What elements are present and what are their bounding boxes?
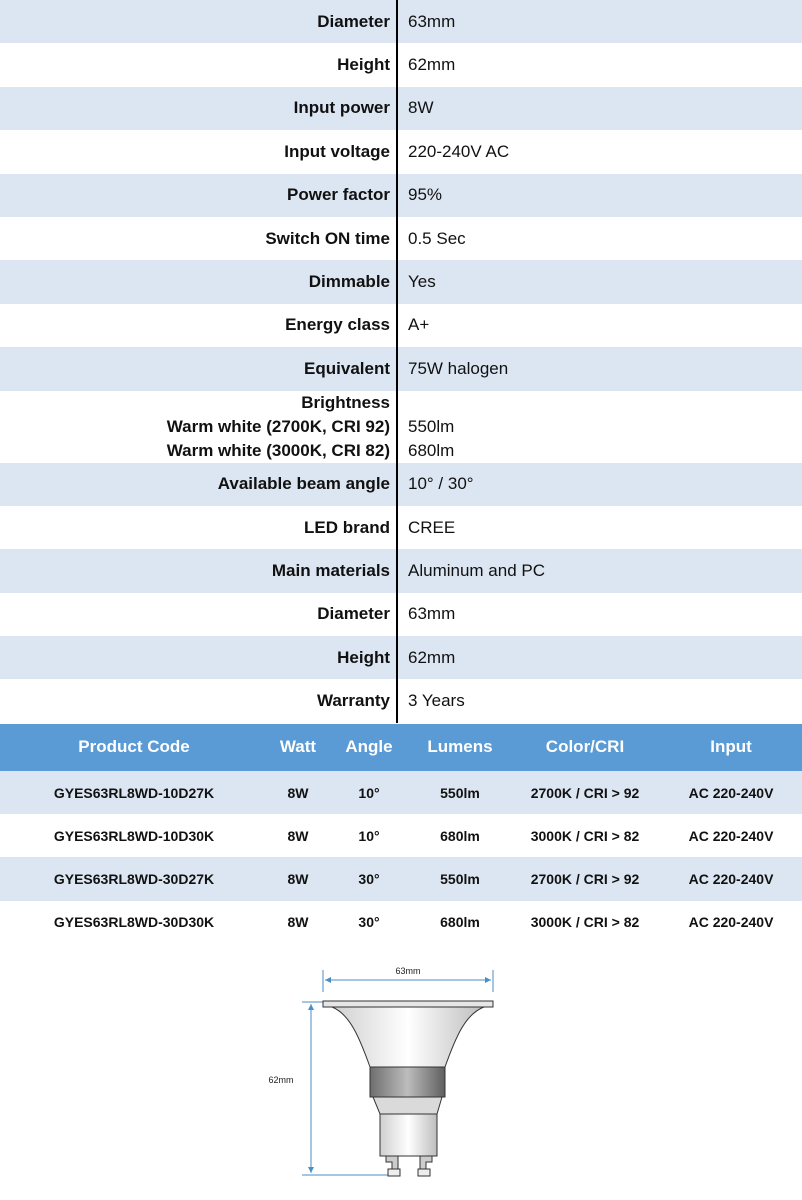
spec-row — [0, 87, 802, 130]
spec-value: 220-240V AC — [408, 141, 510, 161]
spec-row — [0, 260, 802, 303]
header-lumens: Lumens — [427, 737, 493, 757]
cell-angle: 10° — [358, 827, 380, 844]
header-product-code: Product Code — [78, 737, 190, 757]
table-row — [0, 857, 802, 900]
brightness-value: 550lm — [408, 416, 455, 436]
spec-row — [0, 636, 802, 679]
width-label: 63mm — [395, 966, 421, 977]
lamp-outline — [323, 1001, 493, 1176]
spec-row — [0, 217, 802, 260]
spec-label: Warranty — [0, 679, 398, 722]
brightness-values — [398, 391, 802, 463]
brightness-heading: Brightness — [301, 392, 390, 412]
cell-product-code: GYES63RL8WD-30D30K — [53, 914, 215, 931]
spec-label: Diameter — [0, 0, 398, 43]
product-table-header — [0, 724, 802, 771]
spec-label: Height — [0, 43, 398, 86]
spec-value: 75W halogen — [408, 358, 509, 378]
brightness-label: Warm white (3000K, CRI 82) — [166, 440, 390, 460]
cell-lumens: 680lm — [440, 914, 480, 931]
cell-input: AC 220-240V — [688, 784, 774, 801]
header-input: Input — [710, 737, 752, 757]
product-table — [0, 724, 802, 944]
spec-label: LED brand — [0, 506, 398, 549]
cell-input: AC 220-240V — [688, 871, 774, 888]
spec-row — [0, 347, 802, 390]
cell-lumens: 550lm — [440, 784, 480, 801]
spec-value: Aluminum and PC — [408, 560, 546, 580]
cell-lumens: 680lm — [440, 827, 480, 844]
cell-angle: 30° — [358, 914, 380, 931]
lamp-dimension-drawing — [0, 944, 802, 1184]
cell-input: AC 220-240V — [688, 827, 774, 844]
spec-row — [0, 174, 802, 217]
spec-value: 8W — [408, 98, 434, 118]
cell-watt: 8W — [287, 827, 309, 844]
spec-row — [0, 130, 802, 173]
cell-watt: 8W — [287, 871, 309, 888]
cell-product-code: GYES63RL8WD-10D27K — [53, 784, 215, 801]
header-watt: Watt — [279, 737, 317, 757]
spec-value: 63mm — [408, 11, 456, 31]
spec-row — [0, 506, 802, 549]
spec-value: 0.5 Sec — [408, 228, 466, 248]
spec-label: Switch ON time — [0, 217, 398, 260]
spec-value: 10° / 30° — [408, 474, 474, 494]
cell-product-code: GYES63RL8WD-10D30K — [53, 827, 215, 844]
cell-watt: 8W — [287, 914, 309, 931]
cell-product-code: GYES63RL8WD-30D27K — [53, 871, 215, 888]
table-row — [0, 901, 802, 944]
brightness-value: 680lm — [408, 440, 455, 460]
spec-row — [0, 593, 802, 636]
table-row — [0, 771, 802, 814]
spec-label: Input voltage — [0, 130, 398, 173]
spec-row — [0, 304, 802, 347]
spec-label: Height — [0, 636, 398, 679]
table-row — [0, 814, 802, 857]
cell-color-cri: 2700K / CRI > 92 — [530, 871, 640, 888]
spec-value: 3 Years — [408, 691, 465, 711]
cell-angle: 30° — [358, 871, 380, 888]
cell-input: AC 220-240V — [688, 914, 774, 931]
spec-label: Input power — [0, 87, 398, 130]
cell-lumens: 550lm — [440, 871, 480, 888]
cell-color-cri: 3000K / CRI > 82 — [530, 914, 640, 931]
spec-label: Equivalent — [0, 347, 398, 390]
cell-color-cri: 2700K / CRI > 92 — [530, 784, 640, 801]
spec-row — [0, 0, 802, 43]
spec-label: Power factor — [0, 174, 398, 217]
spec-value: 95% — [408, 185, 443, 205]
spec-value: A+ — [408, 315, 430, 335]
cell-angle: 10° — [358, 784, 380, 801]
spec-value: CREE — [408, 517, 456, 537]
spec-label: Available beam angle — [0, 463, 398, 506]
brightness-row — [0, 391, 802, 463]
header-color-cri: Color/CRI — [545, 737, 625, 757]
width-dimension — [323, 966, 493, 992]
brightness-labels — [0, 391, 398, 463]
spec-value: Yes — [408, 272, 436, 292]
spec-value: 63mm — [408, 604, 456, 624]
height-label: 62mm — [268, 1075, 294, 1086]
spec-value: 62mm — [408, 647, 456, 667]
spec-row — [0, 43, 802, 86]
spec-label: Energy class — [0, 304, 398, 347]
spec-row — [0, 549, 802, 592]
spec-label: Dimmable — [0, 260, 398, 303]
spec-value: 62mm — [408, 55, 456, 75]
spec-label: Main materials — [0, 549, 398, 592]
spec-row — [0, 463, 802, 506]
cell-color-cri: 3000K / CRI > 82 — [530, 827, 640, 844]
cell-watt: 8W — [287, 784, 309, 801]
spec-label: Diameter — [0, 593, 398, 636]
header-angle: Angle — [345, 737, 393, 757]
lamp-drawing-svg — [0, 944, 802, 1184]
spec-row — [0, 679, 802, 722]
brightness-label: Warm white (2700K, CRI 92) — [166, 416, 390, 436]
